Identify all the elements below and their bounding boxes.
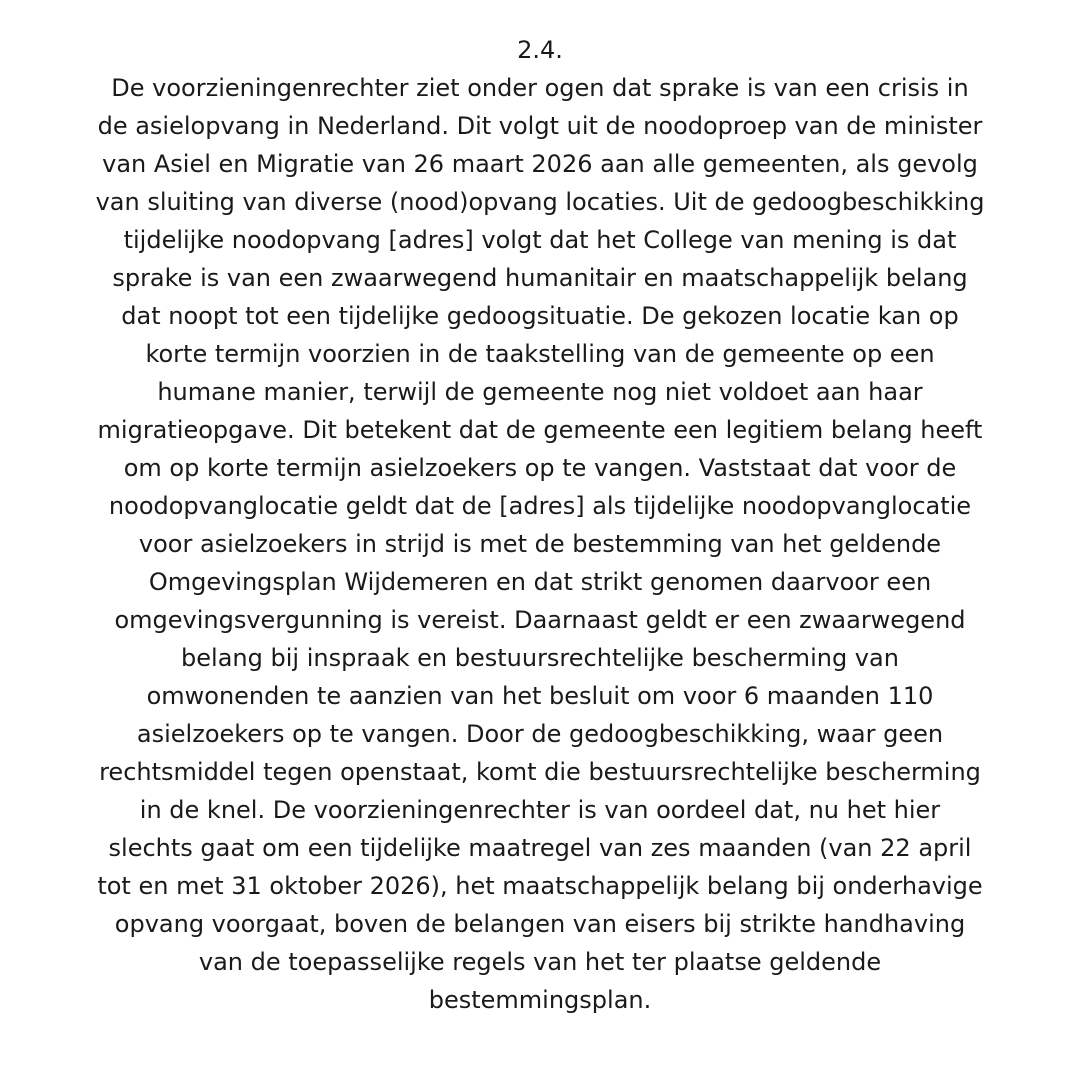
paragraph-line: in de knel. De voorzieningenrechter is van oordeel dat, nu het hier	[139, 796, 941, 824]
paragraph-line: om op korte termijn asielzoekers op te vangen. Vaststaat dat voor de	[123, 454, 957, 482]
paragraph-line: bestemmingsplan.	[428, 986, 652, 1014]
paragraph-line: omgevingsvergunning is vereist. Daarnaast geldt er een zwaarwegend	[114, 606, 966, 634]
paragraph-block	[40, 31, 1040, 1019]
paragraph-line: omwonenden te aanzien van het besluit om voor 6 maanden 110	[146, 682, 934, 710]
paragraph-line: De voorzieningenrechter ziet onder ogen dat sprake is van een crisis in	[111, 74, 969, 102]
paragraph-line: migratieopgave. Dit betekent dat de gemeente een legitiem belang heeft	[97, 416, 983, 444]
paragraph-line: slechts gaat om een tijdelijke maatregel van zes maanden (van 22 april	[108, 834, 972, 862]
paragraph-line: asielzoekers op te vangen. Door de gedoogbeschikking, waar geen	[136, 720, 944, 748]
paragraph-line: de asielopvang in Nederland. Dit volgt uit de noodoproep van de minister	[97, 112, 983, 140]
paragraph-line: rechtsmiddel tegen openstaat, komt die bestuursrechtelijke bescherming	[99, 758, 981, 786]
paragraph-line: Omgevingsplan Wijdemeren en dat strikt genomen daarvoor een	[148, 568, 932, 596]
paragraph-line: van de toepasselijke regels van het ter plaatse geldende	[198, 948, 882, 976]
paragraph-line: humane manier, terwijl de gemeente nog niet voldoet aan haar	[157, 378, 923, 406]
paragraph-line: tijdelijke noodopvang [adres] volgt dat het College van mening is dat	[123, 226, 957, 254]
paragraph-line: noodopvanglocatie geldt dat de [adres] als tijdelijke noodopvanglocatie	[108, 492, 972, 520]
paragraph-line: sprake is van een zwaarwegend humanitair en maatschappelijk belang	[112, 264, 968, 292]
paragraph-line: van sluiting van diverse (nood)opvang locaties. Uit de gedoogbeschikking	[95, 188, 985, 216]
paragraph-line: voor asielzoekers in strijd is met de bestemming van het geldende	[138, 530, 942, 558]
paragraph-line: tot en met 31 oktober 2026), het maatschappelijk belang bij onderhavige	[97, 872, 983, 900]
section-number: 2.4.	[517, 36, 563, 64]
paragraph-line: korte termijn voorzien in de taakstelling van de gemeente op een	[145, 340, 935, 368]
paragraph-line: van Asiel en Migratie van 26 maart 2026 aan alle gemeenten, als gevolg	[102, 150, 978, 178]
paragraph-line: dat noopt tot een tijdelijke gedoogsituatie. De gekozen locatie kan op	[121, 302, 959, 330]
paragraph-line: belang bij inspraak en bestuursrechtelijke bescherming van	[181, 644, 899, 672]
paragraph-line: opvang voorgaat, boven de belangen van eisers bij strikte handhaving	[114, 910, 966, 938]
